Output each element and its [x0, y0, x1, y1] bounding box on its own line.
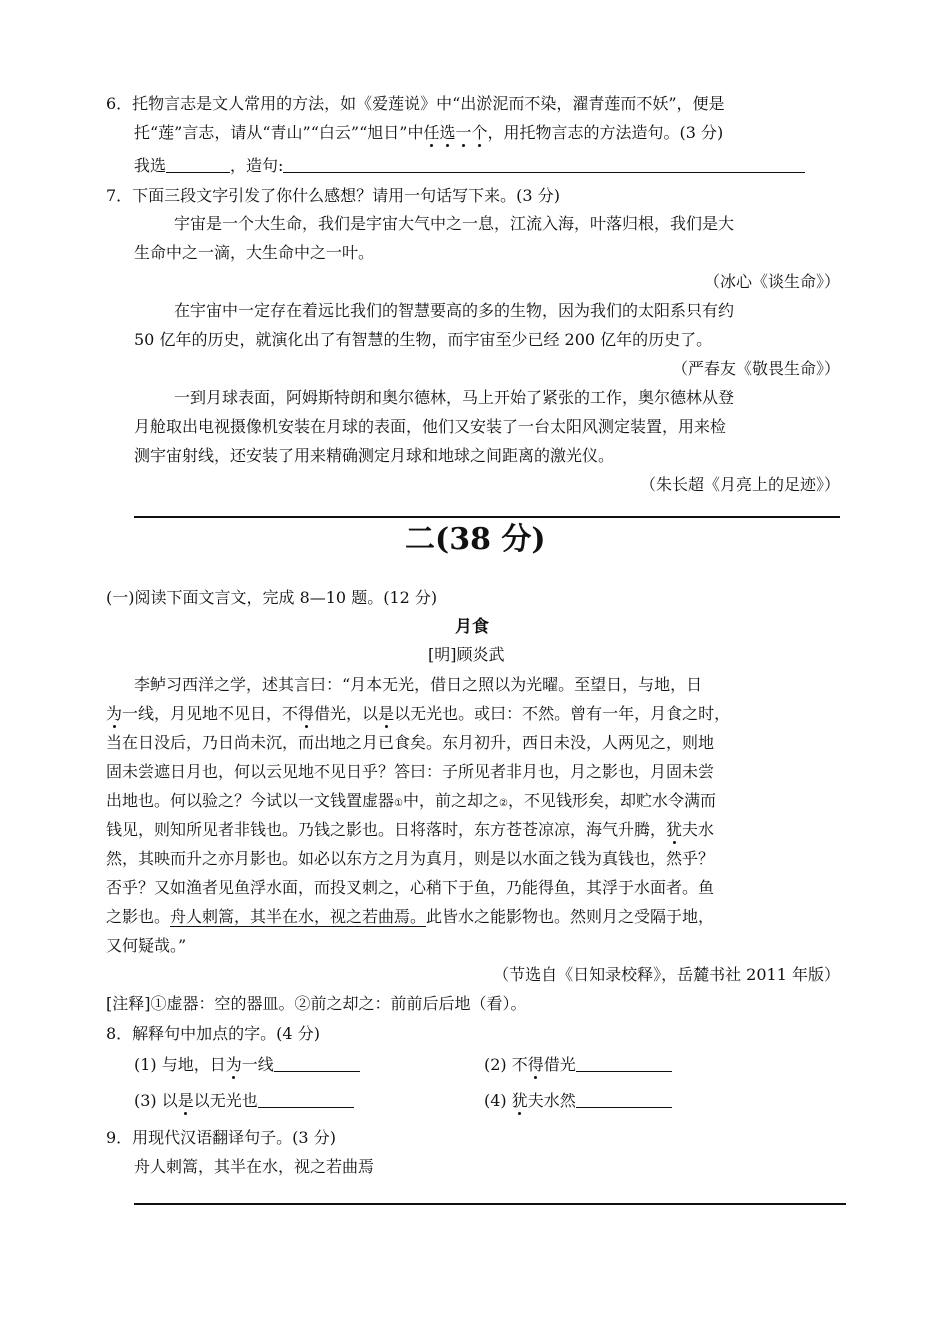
q7-para1-line2: 生命中之一滴，大生命中之一叶。	[134, 243, 375, 262]
q9-answer-line[interactable]	[134, 1203, 846, 1205]
passage-line: 钱见，则知所见者非钱也。乃钱之影也。日将落时，东方苍苍凉凉，海气升腾，犹夫水	[106, 820, 715, 839]
emphasis-char: 是	[378, 704, 395, 723]
q8-item-2: (2) 不得借光	[484, 1055, 672, 1075]
passage-line: 否乎？又如渔者见鱼浮水面，而投叉刺之，心稍下于鱼，乃能得鱼，其浮于水面者。鱼	[106, 878, 715, 897]
q7-para1-line1: 宇宙是一个大生命，我们是宇宙大气中之一息，江流入海，叶落归根，我们是大	[174, 214, 735, 233]
footnote-mark: ②	[499, 798, 508, 809]
q7-para2-line2: 50 亿年的历史，就演化出了有智慧的生物，而宇宙至少已经 200 亿年的历史了。	[134, 330, 713, 349]
q7-source1: （冰心《谈生命》）	[703, 272, 840, 291]
q8-item-1: (1) 与地，日为一线	[134, 1055, 360, 1075]
emphasis-char: 任	[423, 123, 440, 142]
footnote-mark: ①	[394, 798, 403, 809]
sentence-blank[interactable]	[283, 156, 805, 173]
emphasis-char: 为	[106, 704, 123, 723]
passage-line: 然，其映而升之亦月影也。如必以东方之月为真月，则是以水面之钱为真钱也，然乎？	[106, 849, 715, 868]
q7-stem: 7．下面三段文字引发了你什么感想？请用一句话写下来。(3 分)	[106, 186, 560, 205]
q8-stem: 8．解释句中加点的字。(4 分)	[106, 1024, 320, 1043]
q7-para3-line3: 测宇宙射线，还安装了用来精确测定月球和地球之间距离的激光仪。	[134, 446, 615, 465]
underlined-sentence: 舟人刺篙，其半在水，视之若曲焉。	[170, 907, 427, 926]
passage-author: [明]顾炎武	[428, 645, 505, 664]
passage-line: 之影也。舟人刺篙，其半在水，视之若曲焉。此皆水之能影物也。然则月之受隔于地，	[106, 907, 715, 926]
answer-blank[interactable]	[258, 1091, 354, 1108]
q7-para3-line2: 月舱取出电视摄像机安装在月球的表面，他们又安装了一台太阳风测定装置，用来检	[134, 417, 727, 436]
answer-blank[interactable]	[576, 1055, 672, 1072]
q7-para2-line1: 在宇宙中一定存在着远比我们的智慧要高的多的生物，因为我们的太阳系只有约	[174, 301, 735, 320]
q9-sentence: 舟人刺篙，其半在水，视之若曲焉	[134, 1157, 375, 1176]
passage-line: 出地也。何以验之？今试以一文钱置虚器①中，前之却之②，不见钱形矣，却贮水令满而	[106, 791, 716, 810]
q7-answer-line[interactable]	[134, 516, 840, 518]
emphasis-char: 为	[225, 1055, 242, 1074]
q6-answer-line: 我选 ，造句:	[134, 156, 805, 176]
emphasis-char: 得	[527, 1055, 544, 1074]
emphasis-char: 个	[471, 123, 488, 142]
answer-blank[interactable]	[576, 1091, 672, 1108]
passage-note: [注释]①虚器：空的器皿。②前之却之：前前后后地（看）。	[106, 994, 527, 1013]
emphasis-char: 犹	[511, 1091, 528, 1110]
passage-line: 李鲈习西洋之学，述其言曰：“月本无光，借日之照以为光曜。至望日，与地，日	[134, 675, 703, 694]
part1-intro: (一)阅读下面文言文，完成 8—10 题。(12 分)	[106, 588, 438, 607]
q7-source3: （朱长超《月亮上的足迹》）	[639, 475, 840, 494]
q7-para3-line1: 一到月球表面，阿姆斯特朗和奥尔德林，马上开始了紧张的工作，奥尔德林从登	[174, 388, 735, 407]
emphasis-char: 得	[298, 704, 315, 723]
passage-line: 又何疑哉。”	[106, 936, 187, 955]
section-title: 二(38 分)	[405, 522, 546, 557]
passage-line: 为一线，月见地不见日，不得借光，以是以无光也。或曰：不然。曾有一年，月食之时，	[106, 704, 731, 723]
passage-title: 月食	[455, 617, 489, 637]
passage-line: 固未尝遮日月也，何以云见地不见日乎？答曰：子所见者非月也，月之影也，月固未尝	[106, 762, 715, 781]
answer-blank[interactable]	[274, 1055, 360, 1072]
emphasis-char: 犹	[666, 820, 683, 839]
passage-line: 当在日没后，乃日尚未沉，而出地之月已食矣。东月初升，西日未没，人两见之，则地	[106, 733, 715, 752]
emphasis-char: 一	[455, 123, 472, 142]
q8-item-4: (4) 犹夫水然	[484, 1091, 672, 1111]
emphasis-char: 是	[177, 1091, 194, 1110]
q6-line1: 6．托物言志是文人常用的方法，如《爱莲说》中“出淤泥而不染，濯青莲而不妖”，便是	[106, 94, 725, 113]
emphasis-char: 选	[439, 123, 456, 142]
passage-source: （节选自《日知录校释》，岳麓书社 2011 年版）	[493, 965, 840, 984]
q7-source2: （严春友《敬畏生命》）	[671, 359, 840, 378]
q8-item-3: (3) 以是以无光也	[134, 1091, 354, 1111]
q9-stem: 9．用现代汉语翻译句子。(3 分)	[106, 1128, 336, 1147]
choice-blank[interactable]	[166, 156, 230, 173]
q6-line2: 托“莲”言志，请从“青山”“白云”“旭日”中任选一个，用托物言志的方法造句。(3 分)	[134, 123, 724, 142]
